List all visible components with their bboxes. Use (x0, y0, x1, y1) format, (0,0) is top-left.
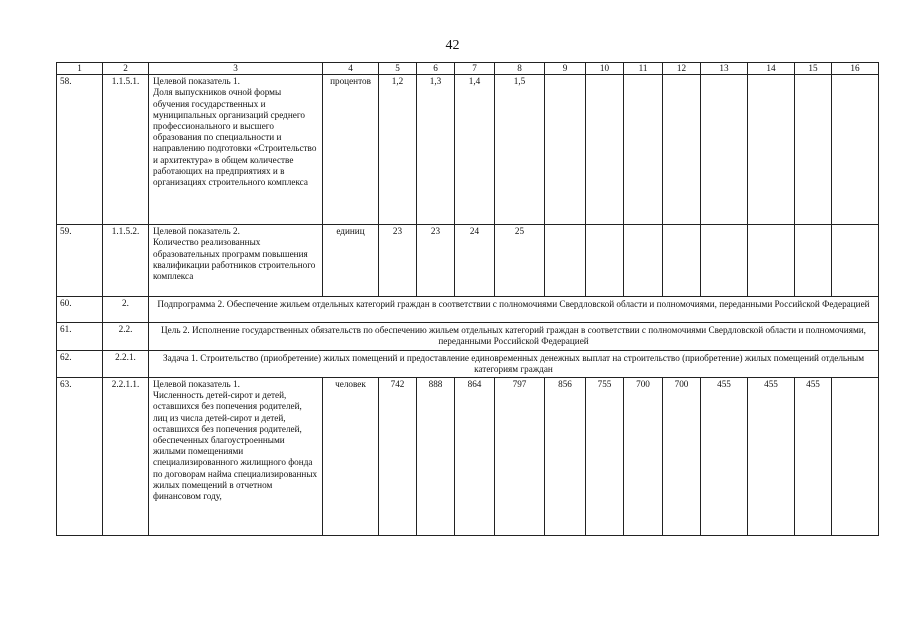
unit: человек (323, 378, 379, 536)
indicator-name: Целевой показатель 2. Количество реализованных образовательных программ повышения квалификации работников строительного комплекса (149, 225, 323, 297)
column-number-9: 9 (545, 63, 586, 75)
value-cell: 455 (748, 378, 795, 536)
value-cell: 755 (586, 378, 624, 536)
table-row (57, 350, 879, 377)
value-cell (586, 75, 624, 225)
row-number: 61. (57, 323, 103, 350)
column-number-1: 1 (57, 63, 103, 75)
value-cell (832, 225, 879, 297)
row-code: 1.1.5.2. (103, 225, 149, 297)
value-cell (701, 75, 748, 225)
row-number: 59. (57, 225, 103, 297)
indicators-table (56, 62, 879, 536)
unit: единиц (323, 225, 379, 297)
table-row (57, 378, 879, 536)
column-number-13: 13 (701, 63, 748, 75)
value-cell: 856 (545, 378, 586, 536)
column-number-10: 10 (586, 63, 624, 75)
value-cell: 742 (379, 378, 417, 536)
value-cell (545, 225, 586, 297)
unit: процентов (323, 75, 379, 225)
column-number-7: 7 (455, 63, 495, 75)
value-cell: 888 (417, 378, 455, 536)
table-body (57, 63, 879, 536)
page-number: 42 (445, 38, 460, 53)
value-cell: 1,4 (455, 75, 495, 225)
column-number-6: 6 (417, 63, 455, 75)
column-number-8: 8 (495, 63, 545, 75)
column-number-12: 12 (663, 63, 701, 75)
value-cell (663, 225, 701, 297)
column-number-16: 16 (832, 63, 879, 75)
value-cell: 797 (495, 378, 545, 536)
value-cell: 24 (455, 225, 495, 297)
value-cell: 455 (795, 378, 832, 536)
value-cell: 864 (455, 378, 495, 536)
value-cell (545, 75, 586, 225)
value-cell (586, 225, 624, 297)
value-cell: 1,3 (417, 75, 455, 225)
value-cell (832, 378, 879, 536)
value-cell (748, 225, 795, 297)
indicator-name: Целевой показатель 1. Численность детей-сирот и детей, оставшихся без попечения родителей, лиц из числа детей-сирот и детей, оставшихся без попечения родителей, обеспеченных благоустроенными жилыми помещениями специализированного жилищного фонда по договорам найма специализированных жилых помещений в отчетном финансовом году, (149, 378, 323, 536)
column-number-11: 11 (624, 63, 663, 75)
table-row (57, 75, 879, 225)
value-cell (748, 75, 795, 225)
section-title: Подпрограмма 2. Обеспечение жильем отдельных категорий граждан в соответствии с полномочиями Свердловской области и полномочиями, переданными Российской Федерацией (149, 297, 879, 323)
value-cell (832, 75, 879, 225)
value-cell (624, 75, 663, 225)
row-number: 60. (57, 297, 103, 323)
table-row (57, 323, 879, 350)
value-cell (795, 225, 832, 297)
value-cell: 23 (379, 225, 417, 297)
row-number: 62. (57, 350, 103, 377)
value-cell: 700 (663, 378, 701, 536)
row-number: 58. (57, 75, 103, 225)
value-cell: 455 (701, 378, 748, 536)
table-row (57, 225, 879, 297)
column-number-5: 5 (379, 63, 417, 75)
value-cell (795, 75, 832, 225)
column-number-4: 4 (323, 63, 379, 75)
value-cell: 1,5 (495, 75, 545, 225)
row-code: 1.1.5.1. (103, 75, 149, 225)
value-cell: 700 (624, 378, 663, 536)
row-code: 2.2.1. (103, 350, 149, 377)
row-code: 2. (103, 297, 149, 323)
value-cell: 1,2 (379, 75, 417, 225)
value-cell: 25 (495, 225, 545, 297)
column-number-3: 3 (149, 63, 323, 75)
column-number-15: 15 (795, 63, 832, 75)
header-row (57, 63, 879, 75)
table-row (57, 297, 879, 323)
value-cell (624, 225, 663, 297)
value-cell (701, 225, 748, 297)
row-number: 63. (57, 378, 103, 536)
section-title: Цель 2. Исполнение государственных обязательств по обеспечению жильем отдельных категорий граждан в соответствии с полномочиями Свердловской области и полномочиями, переданными Российской Федерацией (149, 323, 879, 350)
row-code: 2.2. (103, 323, 149, 350)
section-title: Задача 1. Строительство (приобретение) жилых помещений и предоставление единовременных денежных выплат на строительство (приобретение) жилых помещений отдельным категориям граждан (149, 350, 879, 377)
column-number-14: 14 (748, 63, 795, 75)
value-cell: 23 (417, 225, 455, 297)
column-number-2: 2 (103, 63, 149, 75)
value-cell (663, 75, 701, 225)
row-code: 2.2.1.1. (103, 378, 149, 536)
indicator-name: Целевой показатель 1. Доля выпускников очной формы обучения государственных и муниципальных организаций среднего профессионального и высшего образования по специальности и направлению подготовки «Строительство и архитектура» в общем количестве работающих на предприятиях и в организациях строительного комплекса (149, 75, 323, 225)
